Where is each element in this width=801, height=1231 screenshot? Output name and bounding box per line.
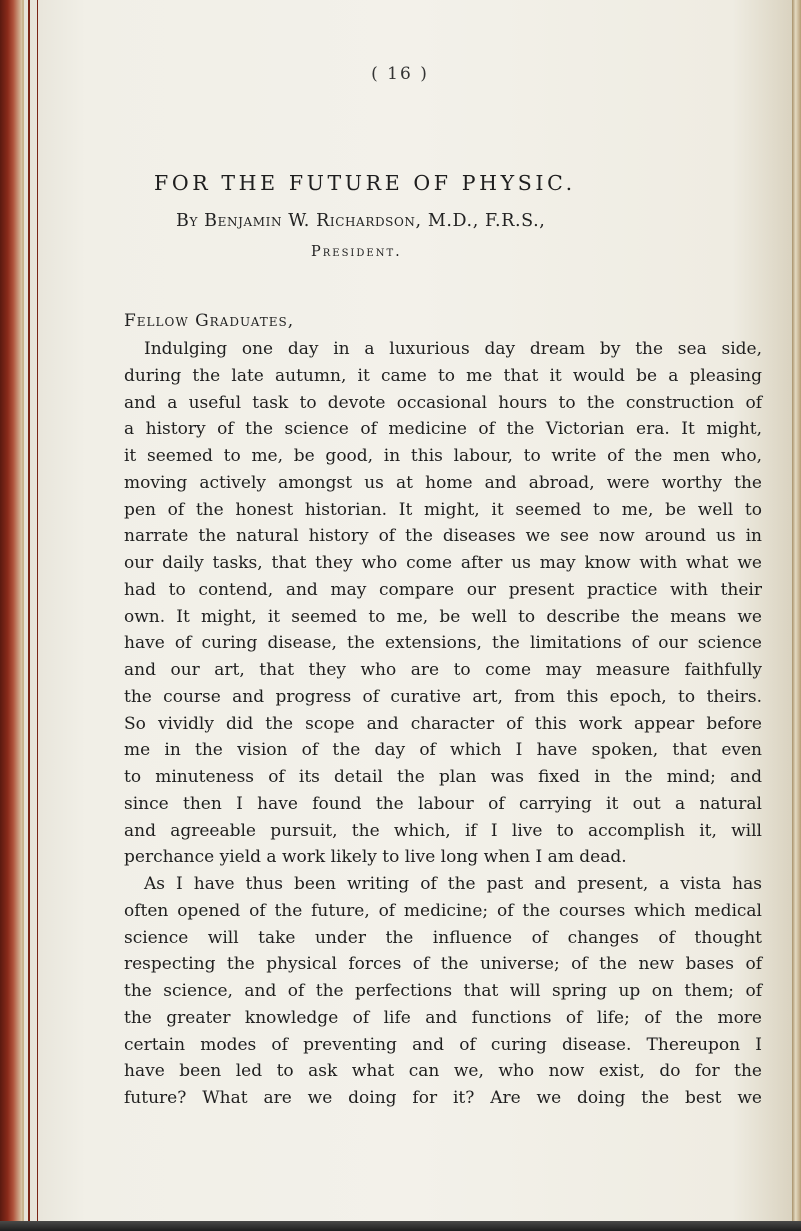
text-line: had to contend, and may compare our present practice with their — [124, 579, 762, 600]
text-line: pen of the honest historian. It might, it seemed to me, be well to — [124, 499, 762, 520]
text-line: respecting the physical forces of the universe; of the new bases of — [124, 954, 762, 975]
text-line: the science, and of the perfections that will spring up on them; of — [124, 981, 762, 1001]
text-line: and agreeable pursuit, the which, if I live to accomplish it, will — [124, 820, 762, 841]
text-line: own. It might, it seemed to me, be well to describe the means we — [124, 606, 762, 627]
page-number: ( 16 ) — [371, 64, 429, 84]
page-rule-left — [28, 0, 30, 1231]
text-line: our daily tasks, that they who come after us may know with what we — [124, 553, 762, 573]
text-line: the greater knowledge of life and functions of life; of the more — [124, 1007, 762, 1028]
text-line: to minuteness of its detail the plan was fixed in the mind; and — [124, 767, 762, 787]
article-title: FOR THE FUTURE OF PHYSIC. — [154, 171, 576, 195]
text-line: a history of the science of medicine of the Victorian era. It might, — [124, 419, 762, 440]
text-line: perchance yield a work likely to live long when I am dead. — [124, 847, 627, 868]
text-line: Indulging one day in a luxurious day dream by the sea side, — [144, 339, 762, 359]
text-line: during the late autumn, it came to me that it would be a pleasing — [124, 365, 762, 386]
text-line: the course and progress of curative art, from this epoch, to theirs. — [124, 686, 762, 707]
author-byline: By Benjamin W. Richardson, M.D., F.R.S., — [176, 211, 546, 231]
text-line: since then I have found the labour of carrying it out a natural — [124, 793, 762, 814]
text-line: narrate the natural history of the diseases we see now around us in — [124, 526, 762, 547]
text-line: and our art, that they who are to come may measure faithfully — [124, 660, 762, 680]
text-line: have been led to ask what can we, who now exist, do for the — [124, 1061, 762, 1082]
book-edge — [792, 0, 801, 1231]
text-line: future? What are we doing for it? Are we doing the best we — [124, 1088, 762, 1108]
text-line: it seemed to me, be good, in this labour, to write of the men who, — [124, 446, 762, 466]
salutation: Fellow Graduates, — [124, 311, 295, 331]
text-line: me in the vision of the day of which I have spoken, that even — [124, 740, 762, 761]
text-line: science will take under the influence of changes of thought — [124, 927, 762, 948]
page-rule-inner — [37, 0, 38, 1231]
book-binding — [0, 0, 22, 1231]
text-line: and a useful task to devote occasional hours to the construction of — [124, 392, 762, 413]
text-line: As I have thus been writing of the past and present, a vista has — [144, 874, 762, 894]
article-body — [124, 336, 762, 1112]
text-line: So vividly did the scope and character of this work appear before — [124, 713, 762, 734]
text-line: have of curing disease, the extensions, the limitations of our science — [124, 633, 762, 654]
text-line: certain modes of preventing and of curing disease. Thereupon I — [124, 1034, 762, 1055]
text-line: often opened of the future, of medicine; of the courses which medical — [124, 900, 762, 921]
author-position: President. — [311, 244, 402, 260]
text-line: moving actively amongst us at home and abroad, were worthy the — [124, 472, 762, 493]
bottom-shadow — [0, 1221, 801, 1231]
